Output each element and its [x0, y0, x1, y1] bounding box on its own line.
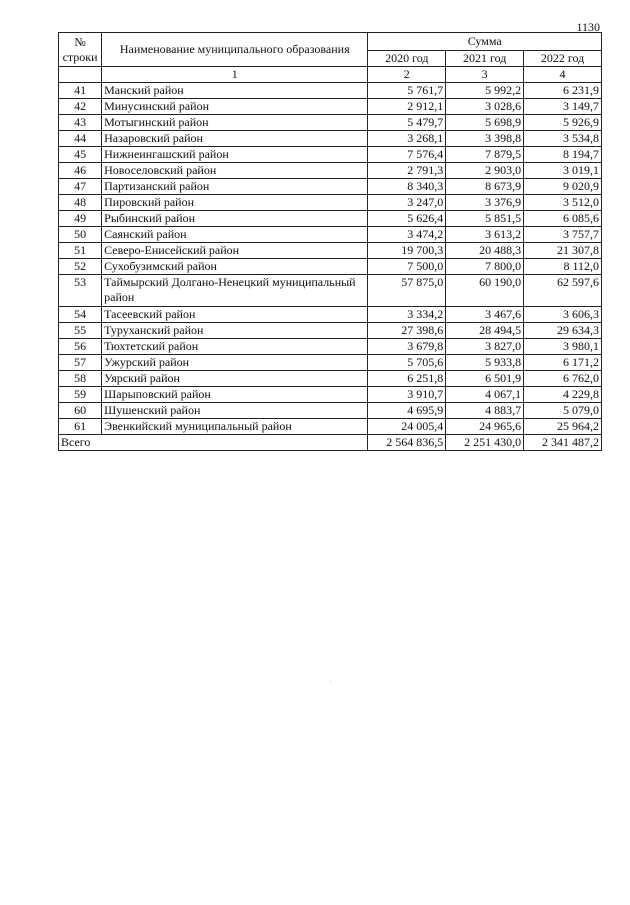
value-2020: 27 398,6: [368, 323, 446, 339]
table-row: [59, 243, 602, 259]
header-year-2022: 2022 год: [524, 51, 602, 67]
value-2022: 62 597,6: [524, 275, 602, 307]
table-row: [59, 195, 602, 211]
row-number: 51: [59, 243, 102, 259]
table-row: [59, 403, 602, 419]
municipality-name: Эвенкийский муниципальный район: [102, 419, 368, 435]
page-number: 1130: [576, 20, 600, 34]
value-2021: 8 673,9: [446, 179, 524, 195]
value-2020: 5 761,7: [368, 83, 446, 99]
row-number: 44: [59, 131, 102, 147]
value-2022: 3 757,7: [524, 227, 602, 243]
table-row: [59, 99, 602, 115]
municipality-name: Ужурский район: [102, 355, 368, 371]
row-number: 43: [59, 115, 102, 131]
value-2021: 3 376,9: [446, 195, 524, 211]
municipality-name: Таймырский Долгано-Ненецкий муниципальный район: [102, 275, 368, 307]
scan-speck: [330, 681, 331, 682]
value-2022: 3 149,7: [524, 99, 602, 115]
value-2022: 3 019,1: [524, 163, 602, 179]
value-2021: 60 190,0: [446, 275, 524, 307]
value-2020: 7 576,4: [368, 147, 446, 163]
municipality-name: Рыбинский район: [102, 211, 368, 227]
row-number: 46: [59, 163, 102, 179]
value-2021: 24 965,6: [446, 419, 524, 435]
value-2021: 5 851,5: [446, 211, 524, 227]
col-index-3: 3: [446, 67, 524, 83]
table-row: [59, 259, 602, 275]
value-2022: 21 307,8: [524, 243, 602, 259]
municipality-name: Назаровский район: [102, 131, 368, 147]
row-number: 41: [59, 83, 102, 99]
value-2021: 3 827,0: [446, 339, 524, 355]
municipality-name: Уярский район: [102, 371, 368, 387]
value-2020: 8 340,3: [368, 179, 446, 195]
table-row: [59, 147, 602, 163]
budget-table: [58, 32, 602, 451]
value-2022: 9 020,9: [524, 179, 602, 195]
value-2020: 3 334,2: [368, 307, 446, 323]
total-2020: 2 564 836,5: [368, 435, 446, 451]
value-2021: 5 992,2: [446, 83, 524, 99]
value-2022: 3 534,8: [524, 131, 602, 147]
value-2020: 3 247,0: [368, 195, 446, 211]
value-2021: 28 494,5: [446, 323, 524, 339]
value-2022: 8 194,7: [524, 147, 602, 163]
row-number: 45: [59, 147, 102, 163]
value-2022: 29 634,3: [524, 323, 602, 339]
municipality-name: Северо-Енисейский район: [102, 243, 368, 259]
value-2020: 3 910,7: [368, 387, 446, 403]
value-2021: 3 467,6: [446, 307, 524, 323]
table-row: [59, 387, 602, 403]
value-2020: 3 679,8: [368, 339, 446, 355]
value-2022: 3 980,1: [524, 339, 602, 355]
value-2020: 19 700,3: [368, 243, 446, 259]
value-2022: 6 171,2: [524, 355, 602, 371]
row-number: 59: [59, 387, 102, 403]
municipality-name: Тасеевский район: [102, 307, 368, 323]
value-2022: 6 762,0: [524, 371, 602, 387]
table-row: [59, 371, 602, 387]
table-row: [59, 323, 602, 339]
value-2020: 6 251,8: [368, 371, 446, 387]
row-number: 42: [59, 99, 102, 115]
row-number: 54: [59, 307, 102, 323]
municipality-name: Партизанский район: [102, 179, 368, 195]
municipality-name: Шарыповский район: [102, 387, 368, 403]
value-2020: 5 705,6: [368, 355, 446, 371]
value-2021: 4 067,1: [446, 387, 524, 403]
col-index-2: 2: [368, 67, 446, 83]
row-number: 58: [59, 371, 102, 387]
row-number: 48: [59, 195, 102, 211]
value-2021: 5 933,8: [446, 355, 524, 371]
value-2021: 6 501,9: [446, 371, 524, 387]
col-index-4: 4: [524, 67, 602, 83]
value-2021: 20 488,3: [446, 243, 524, 259]
row-number: 53: [59, 275, 102, 307]
table-row: [59, 339, 602, 355]
table-row: [59, 275, 602, 307]
total-row: [59, 435, 602, 451]
municipality-name: Пировский район: [102, 195, 368, 211]
table-row: [59, 419, 602, 435]
table-row: [59, 163, 602, 179]
header-name: Наименование муниципального образования: [102, 33, 368, 67]
row-number: 55: [59, 323, 102, 339]
municipality-name: Мотыгинский район: [102, 115, 368, 131]
value-2020: 7 500,0: [368, 259, 446, 275]
header-row-number: № строки: [59, 33, 102, 67]
value-2021: 7 800,0: [446, 259, 524, 275]
value-2020: 5 626,4: [368, 211, 446, 227]
value-2020: 3 268,1: [368, 131, 446, 147]
value-2021: 7 879,5: [446, 147, 524, 163]
value-2022: 3 606,3: [524, 307, 602, 323]
municipality-name: Шушенский район: [102, 403, 368, 419]
municipality-name: Новоселовский район: [102, 163, 368, 179]
value-2020: 3 474,2: [368, 227, 446, 243]
header-sum: Сумма: [368, 33, 602, 51]
value-2020: 5 479,7: [368, 115, 446, 131]
table-row: [59, 307, 602, 323]
table-body: [59, 83, 602, 435]
municipality-name: Манский район: [102, 83, 368, 99]
municipality-name: Сухобузимский район: [102, 259, 368, 275]
value-2022: 6 085,6: [524, 211, 602, 227]
total-2021: 2 251 430,0: [446, 435, 524, 451]
total-label: Всего: [59, 435, 368, 451]
value-2020: 4 695,9: [368, 403, 446, 419]
value-2022: 5 079,0: [524, 403, 602, 419]
municipality-name: Саянский район: [102, 227, 368, 243]
table-row: [59, 211, 602, 227]
col-index-0: [59, 67, 102, 83]
row-number: 50: [59, 227, 102, 243]
value-2021: 2 903,0: [446, 163, 524, 179]
value-2020: 2 912,1: [368, 99, 446, 115]
row-number: 61: [59, 419, 102, 435]
header-year-2021: 2021 год: [446, 51, 524, 67]
row-number: 49: [59, 211, 102, 227]
row-number: 47: [59, 179, 102, 195]
table-row: [59, 131, 602, 147]
table-row: [59, 83, 602, 99]
col-index-1: 1: [102, 67, 368, 83]
value-2021: 3 398,8: [446, 131, 524, 147]
table-row: [59, 115, 602, 131]
table-row: [59, 179, 602, 195]
value-2022: 4 229,8: [524, 387, 602, 403]
municipality-name: Минусинский район: [102, 99, 368, 115]
row-number: 52: [59, 259, 102, 275]
row-number: 57: [59, 355, 102, 371]
row-number: 60: [59, 403, 102, 419]
value-2022: 25 964,2: [524, 419, 602, 435]
total-2022: 2 341 487,2: [524, 435, 602, 451]
value-2020: 57 875,0: [368, 275, 446, 307]
value-2021: 3 028,6: [446, 99, 524, 115]
value-2022: 6 231,9: [524, 83, 602, 99]
municipality-name: Тюхтетский район: [102, 339, 368, 355]
value-2022: 5 926,9: [524, 115, 602, 131]
value-2021: 3 613,2: [446, 227, 524, 243]
table-row: [59, 355, 602, 371]
value-2021: 5 698,9: [446, 115, 524, 131]
value-2021: 4 883,7: [446, 403, 524, 419]
table-row: [59, 227, 602, 243]
header-year-2020: 2020 год: [368, 51, 446, 67]
value-2020: 24 005,4: [368, 419, 446, 435]
row-number: 56: [59, 339, 102, 355]
municipality-name: Нижнеингашский район: [102, 147, 368, 163]
value-2022: 8 112,0: [524, 259, 602, 275]
value-2020: 2 791,3: [368, 163, 446, 179]
municipality-name: Туруханский район: [102, 323, 368, 339]
value-2022: 3 512,0: [524, 195, 602, 211]
